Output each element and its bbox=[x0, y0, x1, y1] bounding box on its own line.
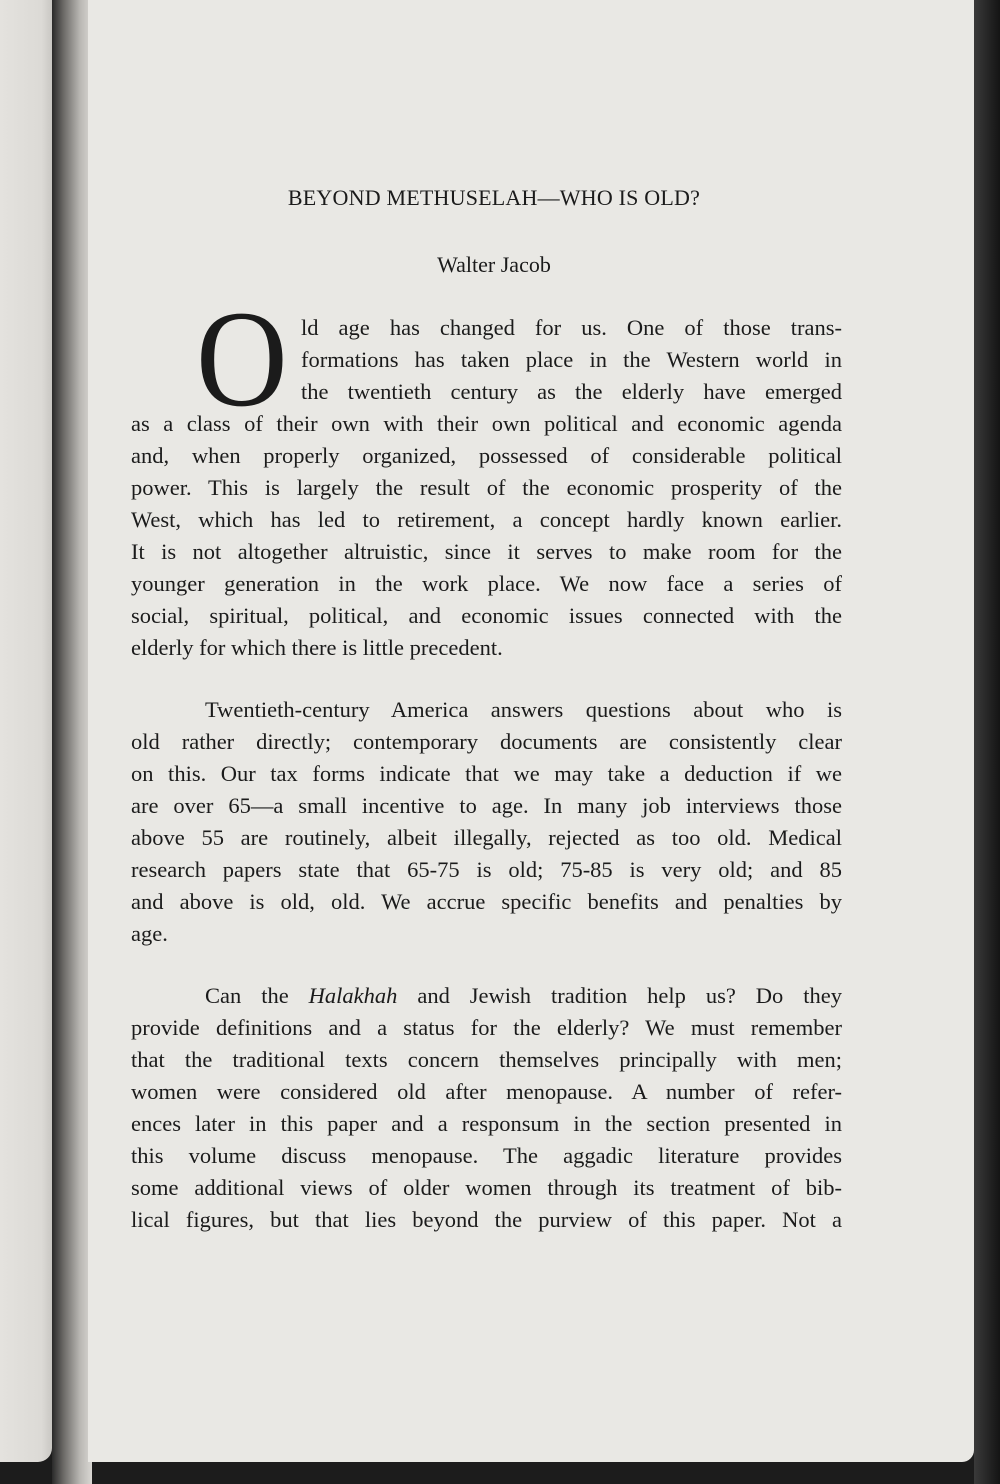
text-line: elderly for which there is little precedent. bbox=[131, 635, 503, 660]
text-segment: and Jewish tradition help us? Do they bbox=[397, 983, 842, 1008]
text-line: are over 65—a small incentive to age. In many job interviews those bbox=[131, 793, 842, 818]
text-line: lical figures, but that lies beyond the purview of this paper. Not a bbox=[131, 1207, 842, 1232]
text-line: women were considered old after menopause. A number of refer- bbox=[131, 1079, 842, 1104]
text-line: this volume discuss menopause. The aggadic literature provides bbox=[131, 1143, 842, 1168]
text-line: old rather directly; contemporary documents are consistently clear bbox=[131, 729, 842, 754]
text-line: West, which has led to retirement, a concept hardly known earlier. bbox=[131, 507, 842, 532]
text-line: above 55 are routinely, albeit illegally, rejected as too old. Medical bbox=[131, 825, 842, 850]
drop-cap: O bbox=[196, 282, 288, 435]
text-line: ld age has changed for us. One of those trans- bbox=[301, 315, 842, 340]
text-line: younger generation in the work place. We now face a series of bbox=[131, 571, 842, 596]
scan-background bbox=[974, 0, 1000, 1484]
text-line: as a class of their own with their own political and economic agenda bbox=[131, 411, 842, 436]
article-author bbox=[0, 252, 1000, 278]
article-title-text: BEYOND METHUSELAH—WHO IS OLD? bbox=[287, 185, 701, 210]
paragraph-1 bbox=[131, 312, 842, 664]
facing-page-edge bbox=[0, 0, 52, 1462]
text-line: on this. Our tax forms indicate that we may take a deduction if we bbox=[131, 761, 842, 786]
text-line: Twentieth-century America answers questions about who is bbox=[205, 697, 842, 722]
text-line: ences later in this paper and a responsum in the section presented in bbox=[131, 1111, 842, 1136]
text-line: that the traditional texts concern themselves principally with men; bbox=[131, 1047, 842, 1072]
text-line: power. This is largely the result of the economic prosperity of the bbox=[131, 475, 842, 500]
text-line: formations has taken place in the Western world in bbox=[301, 347, 842, 372]
text-line: and, when properly organized, possessed of considerable political bbox=[131, 443, 842, 468]
text-line: research papers state that 65-75 is old; 75-85 is very old; and 85 bbox=[131, 857, 842, 882]
text-line: provide definitions and a status for the elderly? We must remember bbox=[131, 1015, 842, 1040]
text-line: social, spiritual, political, and economic issues connected with the bbox=[131, 603, 842, 628]
text-line: and above is old, old. We accrue specific benefits and penalties by bbox=[131, 889, 842, 914]
text-line: some additional views of older women through its treatment of bib- bbox=[131, 1175, 842, 1200]
italic-term: Halakhah bbox=[308, 983, 398, 1008]
article-title bbox=[0, 185, 1000, 211]
paragraph-2 bbox=[131, 694, 842, 950]
text-line bbox=[131, 980, 842, 1012]
book-gutter bbox=[52, 0, 92, 1484]
text-line: It is not altogether altruistic, since it serves to make room for the bbox=[131, 539, 842, 564]
article-author-text: Walter Jacob bbox=[437, 252, 551, 277]
text-segment: Can the bbox=[205, 983, 309, 1008]
text-line: age. bbox=[131, 921, 168, 946]
text-line: the twentieth century as the elderly have emerged bbox=[301, 379, 842, 404]
paragraph-3 bbox=[131, 980, 842, 1236]
